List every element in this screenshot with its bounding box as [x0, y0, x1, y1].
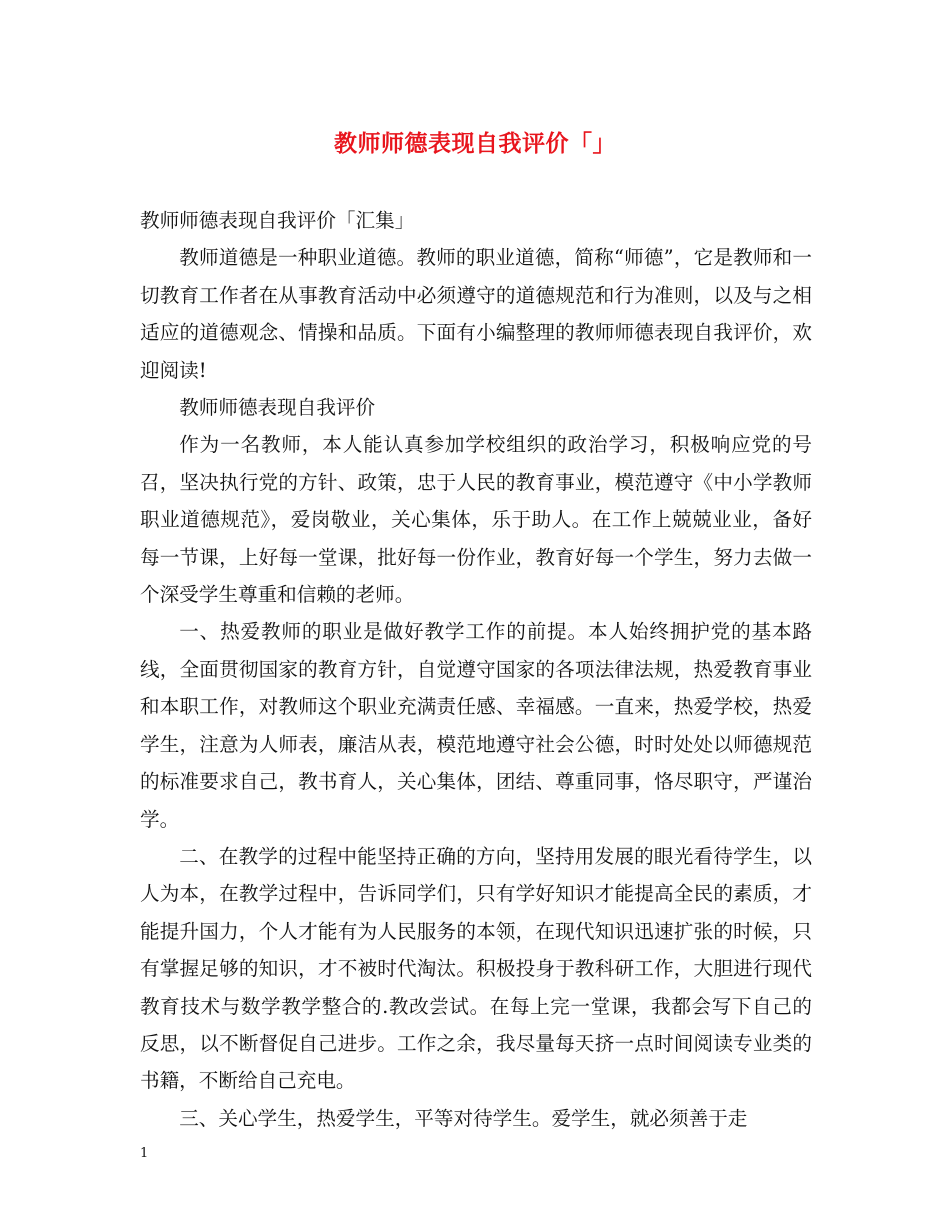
body-paragraph: 作为一名教师，本人能认真参加学校组织的政治学习，积极响应党的号召，坚决执行党的方针、政策，忠于人民的教育事业，模范遵守《中小学教师职业道德规范》，爱岗敬业，关心集体，乐于助人。在工作上兢兢业业，备好每一节课，上好每一堂课，批好每一份作业，教育好每一个学生，努力去做一个深受学生尊重和信赖的老师。: [140, 433, 812, 607]
page-number: 1: [140, 1146, 149, 1161]
section-heading: 教师师德表现自我评价: [179, 396, 376, 420]
body-paragraph-point-2: 二、在教学的过程中能坚持正确的方向，坚持用发展的眼光看待学生，以人为本，在教学过程中，告诉同学们，只有学好知识才能提高全民的素质，才能提升国力，个人才能有为人民服务的本领，在现代知识迅速扩张的时候，只有掌握足够的知识，才不被时代淘汰。积极投身于教科研工作，大胆进行现代教育技术与数学教学整合的.教改尝试。在每上完一堂课，我都会写下自己的反思，以不断督促自己进步。工作之余，我尽量每天挤一点时间阅读专业类的书籍，不断给自己充电。: [140, 844, 812, 1093]
document-title: 教师师德表现自我评价「」: [334, 130, 616, 157]
document-body: [140, 202, 812, 1137]
intro-paragraph: 教师道德是一种职业道德。教师的职业道德，简称“师德”，它是教师和一切教育工作者在从事教育活动中必须遵守的道德规范和行为准则，以及与之相适应的道德观念、情操和品质。下面有小编整理的教师师德表现自我评价，欢迎阅读!: [140, 246, 812, 382]
body-paragraph-point-3: 三、关心学生，热爱学生，平等对待学生。爱学生，就必须善于走: [179, 1106, 748, 1130]
subtitle-paragraph: 教师师德表现自我评价「汇集」: [140, 209, 415, 232]
body-paragraph-point-1: 一、热爱教师的职业是做好教学工作的前提。本人始终拥护党的基本路线，全面贯彻国家的教育方针，自觉遵守国家的各项法律法规，热爱教育事业和本职工作，对教师这个职业充满责任感、幸福感。一直来，热爱学校，热爱学生，注意为人师表，廉洁从表，模范地遵守社会公德，时时处处以师德规范的标准要求自己，教书育人，关心集体，团结、尊重同事，恪尽职守，严谨治学。: [140, 620, 812, 831]
